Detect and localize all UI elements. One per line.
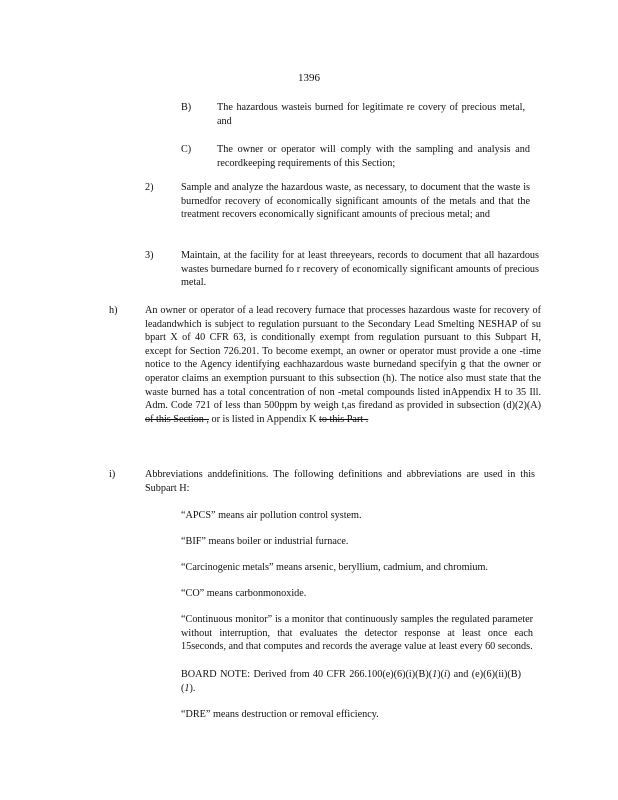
item-b-label: B) (181, 102, 192, 113)
item-i-text: Abbreviations anddefinitions. The following definitions and abbreviations are used in this Subpart H: (145, 469, 535, 494)
page-number: 1396 (298, 72, 320, 84)
item-b-text: The hazardous wasteis burned for legitimate re covery of precious metal, and (217, 102, 525, 127)
definition-bif: “BIF” means boiler or industrial furnace. (181, 536, 349, 547)
definition-apcs: “APCS” means air pollution control system. (181, 510, 362, 521)
board-note: BOARD NOTE: Derived from 40 CFR 266.100(e)(6)(i)(B)(1)(i) and (e)(6)(ii)(B)(1). (181, 669, 521, 694)
item-h-text (145, 304, 541, 426)
item-h-struck-text-1: of this Section , (145, 413, 209, 425)
item-h-label: h) (109, 305, 118, 316)
item-c-text: The owner or operator will comply with the sampling and analysis and recordkeeping requirements of this Section; (217, 144, 530, 169)
item-i-label: i) (109, 469, 116, 480)
item-2-label: 2) (145, 182, 154, 193)
item-h-struck-text-2: to this Part . (319, 413, 369, 425)
item-h-main-text: An owner or operator of a lead recovery furnace that processes hazardous waste for recovery of leadandwhich is subject to regulation pursuant to the Secondary Lead Smelting NESHAP of su bpart X of 40 CFR 63, is conditionally exempt from regulation pursuant to this Subpart H, except for Section 726.201. To become exempt, an owner or operator must provide a one -time notice to the Agency identifying eachhazardous waste burnedand specifyin g that the owner or operator claims an exemption pursuant to this subsection (h). The notice also must state that the waste burned has a total concentration of non -metal compounds listed inAppendix H to 35 Ill. Adm. Code 721 of less than 500ppm by weigh t,as firedand as provided in subsection (d)(2)(A) (145, 305, 541, 412)
item-3-text: Maintain, at the facility for at least threeyears, records to document that all hazardous wastes burnedare burned fo r recovery of economically significant amounts of precious metal. (181, 250, 539, 289)
item-h-mid-text: or is listed in Appendix K (208, 413, 317, 425)
definition-continuous-monitor: “Continuous monitor” is a monitor that continuously samples the regulated parameter without interruption, that evaluates the detector response at least once each 15seconds, and that computes and records the average value at least every 60 seconds. (181, 614, 533, 653)
item-2-text: Sample and analyze the hazardous waste, as necessary, to document that the waste is burnedfor recovery of economically significant amounts of the metals and that the treatment recovers economically significant amounts of precious metal; and (181, 182, 530, 221)
item-c-label: C) (181, 144, 192, 155)
item-3-label: 3) (145, 250, 154, 261)
definition-dre: “DRE” means destruction or removal efficiency. (181, 709, 379, 720)
definition-co: “CO” means carbonmonoxide. (181, 588, 307, 599)
definition-carcinogenic-metals: “Carcinogenic metals” means arsenic, beryllium, cadmium, and chromium. (181, 562, 488, 573)
